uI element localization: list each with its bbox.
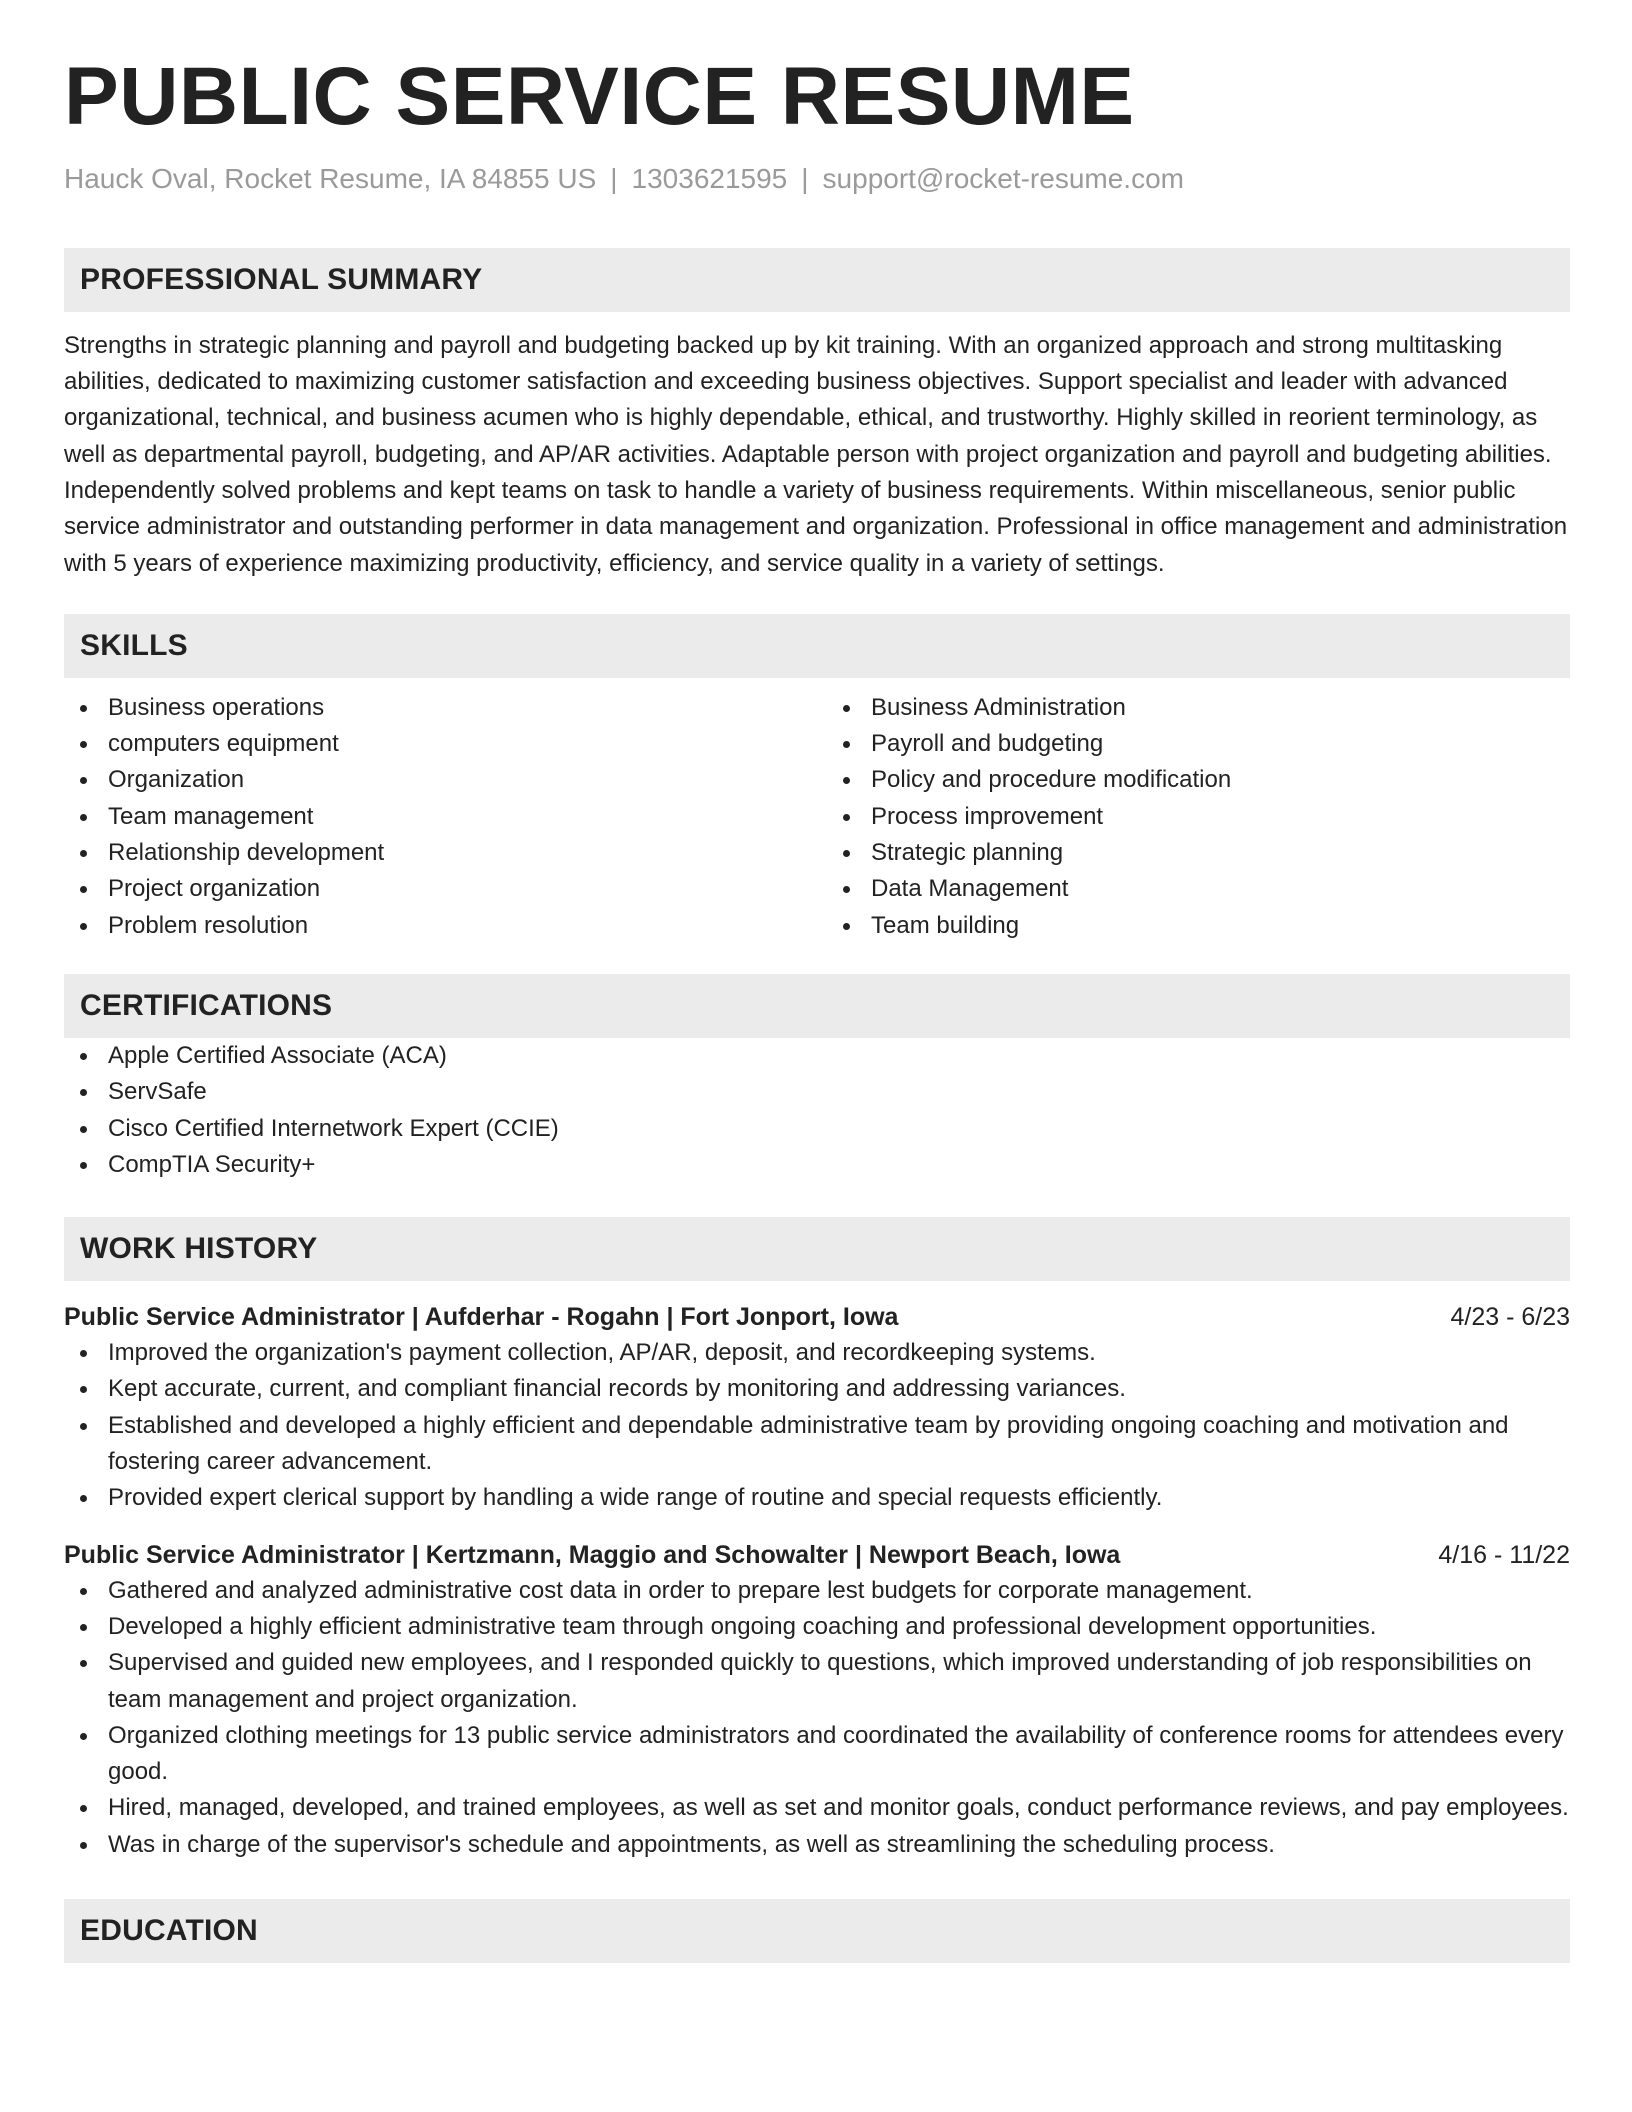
job-bullet: Improved the organization's payment collection, AP/AR, deposit, and recordkeeping systems. [64, 1335, 1570, 1371]
summary-section-header: PROFESSIONAL SUMMARY [64, 248, 1570, 312]
skill-item: Relationship development [64, 835, 807, 871]
contact-separator: | [610, 163, 618, 195]
certification-item: CompTIA Security+ [64, 1147, 1570, 1183]
skill-item: Strategic planning [827, 835, 1570, 871]
job-bullet-list [64, 1335, 1570, 1516]
work-history-section-header: WORK HISTORY [64, 1217, 1570, 1281]
job-bullet: Organized clothing meetings for 13 public service administrators and coordinated the availability of conference rooms for attendees every good. [64, 1718, 1570, 1791]
skill-item: Team building [827, 908, 1570, 944]
contact-address: Hauck Oval, Rocket Resume, IA 84855 US [64, 163, 597, 195]
job-bullet: Kept accurate, current, and compliant financial records by monitoring and addressing variances. [64, 1371, 1570, 1407]
skill-item: Data Management [827, 871, 1570, 907]
contact-phone: 1303621595 [631, 163, 788, 195]
job-bullet-list [64, 1573, 1570, 1863]
skill-item: Problem resolution [64, 908, 807, 944]
job-bullet: Provided expert clerical support by handling a wide range of routine and special requests efficiently. [64, 1480, 1570, 1516]
resume-title: PUBLIC SERVICE RESUME [64, 51, 1135, 142]
job-bullet: Was in charge of the supervisor's schedule and appointments, as well as streamlining the scheduling process. [64, 1827, 1570, 1863]
certification-item: Cisco Certified Internetwork Expert (CCIE) [64, 1111, 1570, 1147]
job-dates: 4/23 - 6/23 [1450, 1303, 1570, 1332]
skill-item: Team management [64, 799, 807, 835]
job-bullet: Gathered and analyzed administrative cost data in order to prepare lest budgets for corporate management. [64, 1573, 1570, 1609]
skills-list-left [64, 690, 807, 944]
skills-list-right [827, 690, 1570, 944]
skill-item: Business Administration [827, 690, 1570, 726]
certifications-list [64, 1038, 1570, 1183]
job-title: Public Service Administrator | Kertzmann, Maggio and Schowalter | Newport Beach, Iowa [64, 1540, 1121, 1569]
skill-item: Organization [64, 762, 807, 798]
skill-item: Policy and procedure modification [827, 762, 1570, 798]
skill-item: Payroll and budgeting [827, 726, 1570, 762]
skills-section-header: SKILLS [64, 614, 1570, 678]
education-section-header: EDUCATION [64, 1899, 1570, 1963]
certification-item: ServSafe [64, 1074, 1570, 1110]
job-bullet: Developed a highly efficient administrative team through ongoing coaching and professional development opportunities. [64, 1609, 1570, 1645]
contact-email: support@rocket-resume.com [822, 163, 1184, 195]
skill-item: Project organization [64, 871, 807, 907]
job-header [64, 1299, 1570, 1335]
job-bullet: Hired, managed, developed, and trained employees, as well as set and monitor goals, conduct performance reviews, and pay employees. [64, 1790, 1570, 1826]
skill-item: Business operations [64, 690, 807, 726]
job-dates: 4/16 - 11/22 [1438, 1540, 1570, 1569]
skills-grid [64, 690, 1570, 944]
skill-item: computers equipment [64, 726, 807, 762]
certifications-section-header: CERTIFICATIONS [64, 974, 1570, 1038]
job-bullet: Established and developed a highly efficient and dependable administrative team by providing ongoing coaching and motivation and fostering career advancement. [64, 1408, 1570, 1481]
certification-item: Apple Certified Associate (ACA) [64, 1038, 1570, 1074]
job-bullet: Supervised and guided new employees, and I responded quickly to questions, which improved understanding of job responsibilities on team management and project organization. [64, 1645, 1570, 1718]
skill-item: Process improvement [827, 799, 1570, 835]
job-header [64, 1537, 1570, 1573]
summary-text: Strengths in strategic planning and payroll and budgeting backed up by kit training. With an organized approach and strong multitasking abilities, dedicated to maximizing customer satisfaction and exceeding business objectives. Support specialist and leader with advanced organizational, technical, and business acumen who is highly dependable, ethical, and trustworthy. Highly skilled in reorient terminology, as well as departmental payroll, budgeting, and AP/AR activities. Adaptable person with project organization and payroll and budgeting abilities. Independently solved problems and kept teams on task to handle a variety of business requirements. Within miscellaneous, senior public service administrator and outstanding performer in data management and organization. Professional in office management and administration with 5 years of experience maximizing productivity, efficiency, and service quality in a variety of settings. [64, 331, 1568, 577]
job-title: Public Service Administrator | Aufderhar - Rogahn | Fort Jonport, Iowa [64, 1303, 899, 1332]
contact-separator: | [801, 163, 809, 195]
contact-line [64, 162, 1570, 196]
